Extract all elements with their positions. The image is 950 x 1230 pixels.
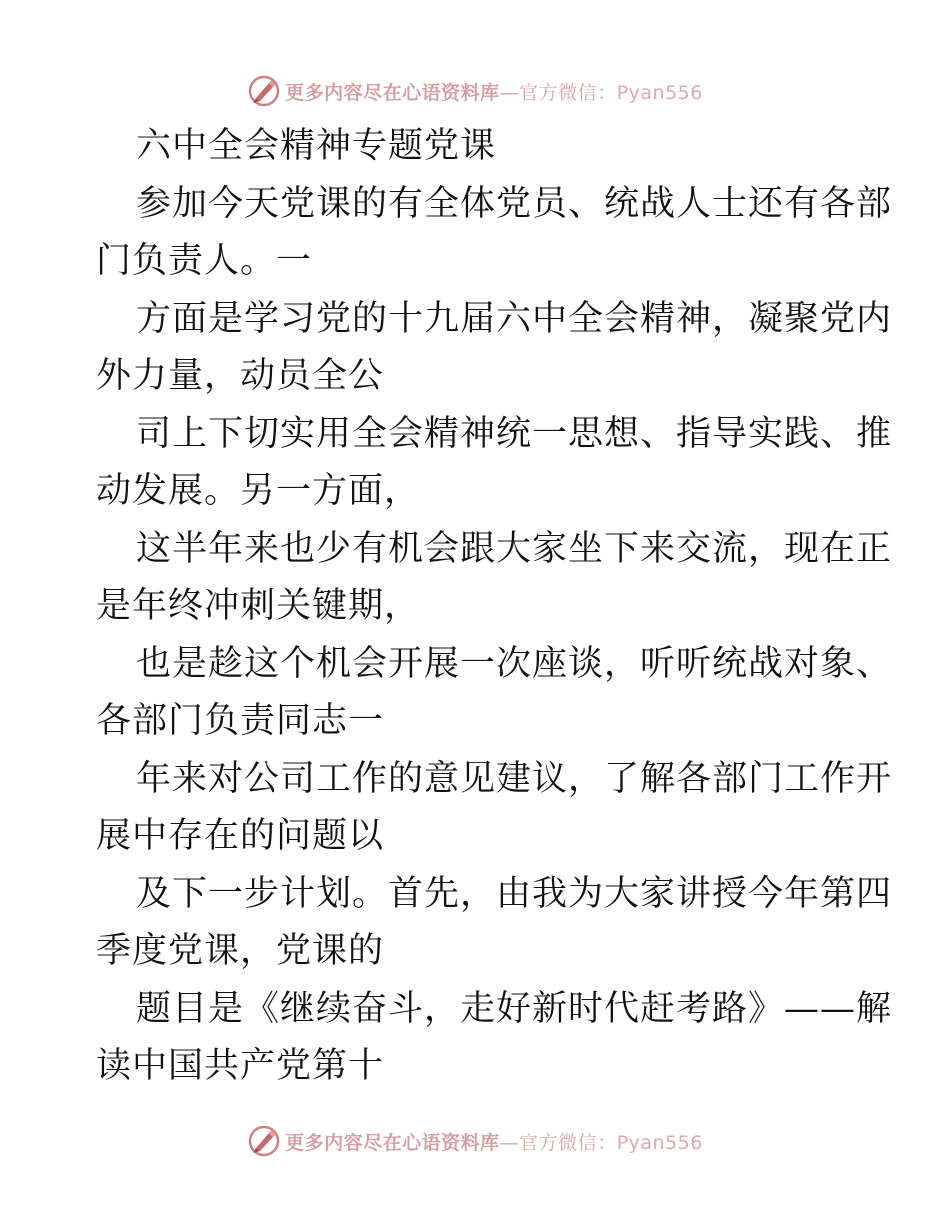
watermark-separator: —: [499, 1131, 520, 1154]
footer-watermark: [0, 1121, 950, 1161]
doc-line: 司上下切实用全会精神统一思想、指导实践、推: [136, 413, 893, 454]
doc-line: 是年终冲刺关键期，: [96, 586, 421, 626]
doc-line: 动发展。另一方面，: [96, 471, 421, 511]
doc-line: 年来对公司工作的意见建议，了解各部门工作开: [136, 758, 893, 799]
doc-line: 季度党课，党课的: [96, 931, 385, 971]
doc-line: 及下一步计划。首先，由我为大家讲授今年第四: [136, 873, 893, 914]
watermark-label: 官方微信：: [519, 1131, 617, 1154]
doc-line: 这半年来也少有机会跟大家坐下来交流，现在正: [136, 528, 893, 569]
doc-line: 方面是学习党的十九届六中全会精神，凝聚党内: [136, 298, 893, 339]
watermark-label: 官方微信：: [519, 81, 617, 104]
document-body: [96, 118, 893, 1096]
watermark-id: Pyan556: [616, 81, 703, 104]
doc-line: 外力量，动员全公: [96, 356, 385, 396]
doc-line: 也是趁这个机会开展一次座谈，听听统战对象、: [136, 643, 893, 684]
pen-logo-icon: [247, 74, 281, 108]
watermark-brand: 更多内容尽在心语资料库: [285, 1131, 500, 1154]
doc-line: 参加今天党课的有全体党员、统战人士还有各部: [136, 183, 893, 224]
watermark-separator: —: [499, 81, 520, 104]
doc-line: 门负责人。一: [96, 241, 313, 281]
header-watermark: [0, 71, 950, 111]
doc-line: 展中存在的问题以: [96, 816, 385, 856]
doc-line: 六中全会精神专题党课: [136, 126, 497, 166]
watermark-id: Pyan556: [616, 1131, 703, 1154]
doc-line: 题目是《继续奋斗，走好新时代赶考路》——解: [136, 988, 893, 1029]
doc-line: 读中国共产党第十: [96, 1046, 385, 1086]
doc-line: 各部门负责同志一: [96, 701, 385, 741]
pen-logo-icon: [247, 1124, 281, 1158]
watermark-brand: 更多内容尽在心语资料库: [285, 81, 500, 104]
